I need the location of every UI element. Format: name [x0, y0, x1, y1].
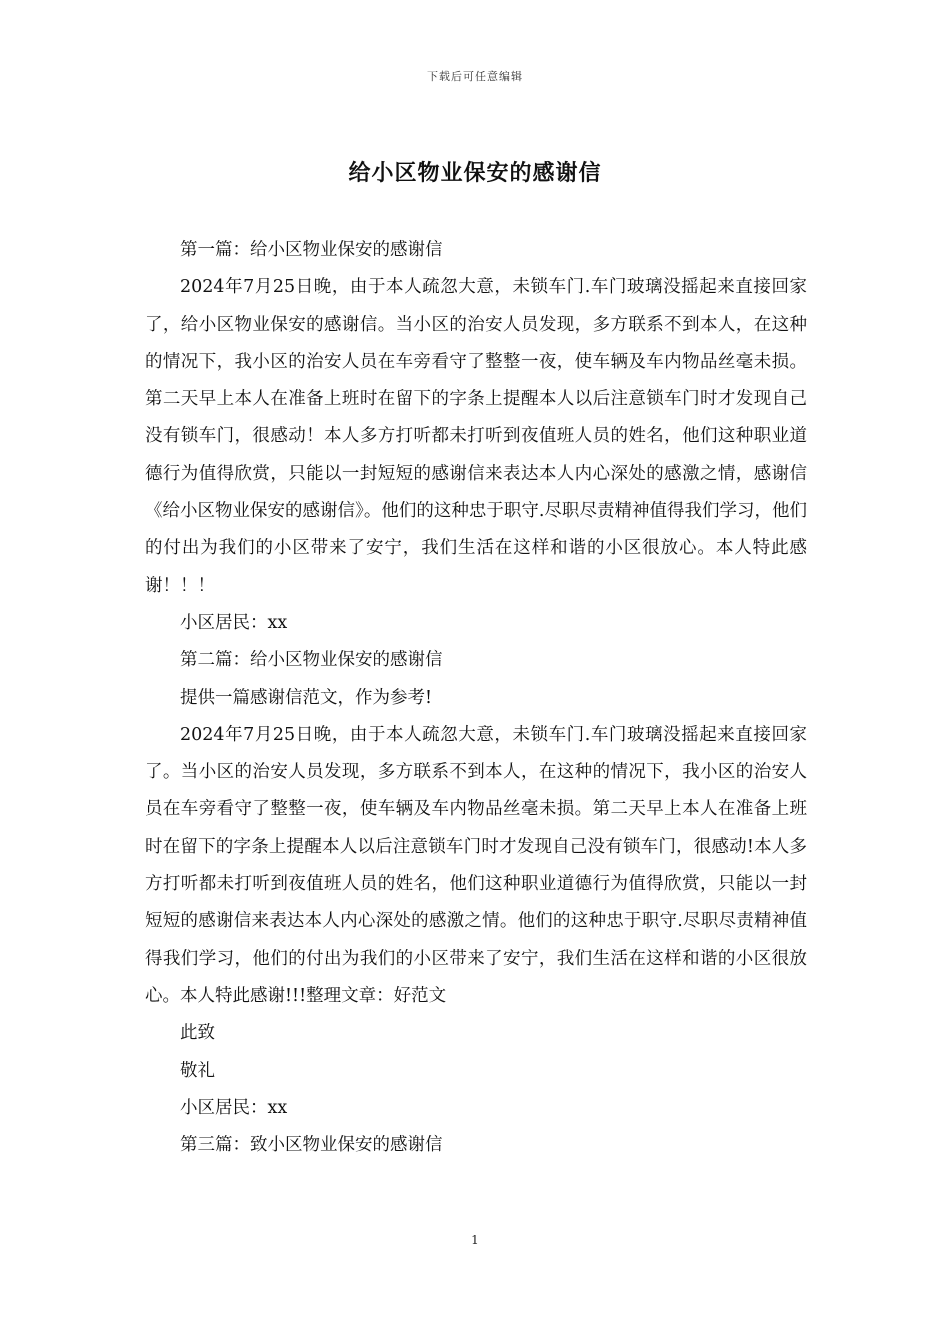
- section-heading-1: 第一篇：给小区物业保安的感谢信: [180, 240, 443, 260]
- paragraph-letter-1: 2024年7月25日晚，由于本人疏忽大意，未锁车门.车门玻璃没摇起来直接回家了，给小区物业保安的感谢信。当小区的治安人员发现，多方联系不到本人，在这种的情况下，我小区的治安人员在车旁看守了整整一夜，使车辆及车内物品丝毫未损。第二天早上本人在准备上班时在留下的字条上提醒本人以后注意锁车门时才发现自己没有锁车门，很感动！本人多方打听都未打听到夜值班人员的姓名，他们这种职业道德行为值得欣赏，只能以一封短短的感谢信来表达本人内心深处的感激之情，感谢信《给小区物业保安的感谢信》。他们的这种忠于职守.尽职尽责精神值得我们学习，他们的付出为我们的小区带来了安宁，我们生活在这样和谐的小区很放心。本人特此感谢！！！: [145, 277, 807, 596]
- document-body: [145, 232, 807, 1164]
- header-note: 下载后可任意编辑: [427, 70, 523, 83]
- closing-salutation: 此致: [180, 1023, 215, 1044]
- section-heading-2: 第二篇：给小区物业保安的感谢信: [180, 650, 443, 671]
- intro-line: 提供一篇感谢信范文，作为参考!: [180, 687, 433, 708]
- signature-line-1: 小区居民：xx: [180, 612, 288, 633]
- section-heading-3: 第三篇：致小区物业保安的感谢信: [180, 1135, 443, 1156]
- closing-respect: 敬礼: [180, 1060, 215, 1081]
- paragraph-letter-2: 2024年7月25日晚，由于本人疏忽大意，未锁车门.车门玻璃没摇起来直接回家了。当小区的治安人员发现，多方联系不到本人，在这种的情况下，我小区的治安人员在车旁看守了整整一夜，使车辆及车内物品丝毫未损。第二天早上本人在准备上班时在留下的字条上提醒本人以后注意锁车门时才发现自己没有锁车门，很感动!本人多方打听都未打听到夜值班人员的姓名，他们这种职业道德行为值得欣赏，只能以一封短短的感谢信来表达本人内心深处的感激之情。他们的这种忠于职守.尽职尽责精神值得我们学习，他们的付出为我们的小区带来了安宁，我们生活在这样和谐的小区很放心。本人特此感谢!!!整理文章：好范文: [145, 724, 807, 1006]
- page-number: 1: [471, 1233, 479, 1247]
- signature-line-2: 小区居民：xx: [180, 1097, 288, 1118]
- document-title: 给小区物业保安的感谢信: [348, 160, 602, 186]
